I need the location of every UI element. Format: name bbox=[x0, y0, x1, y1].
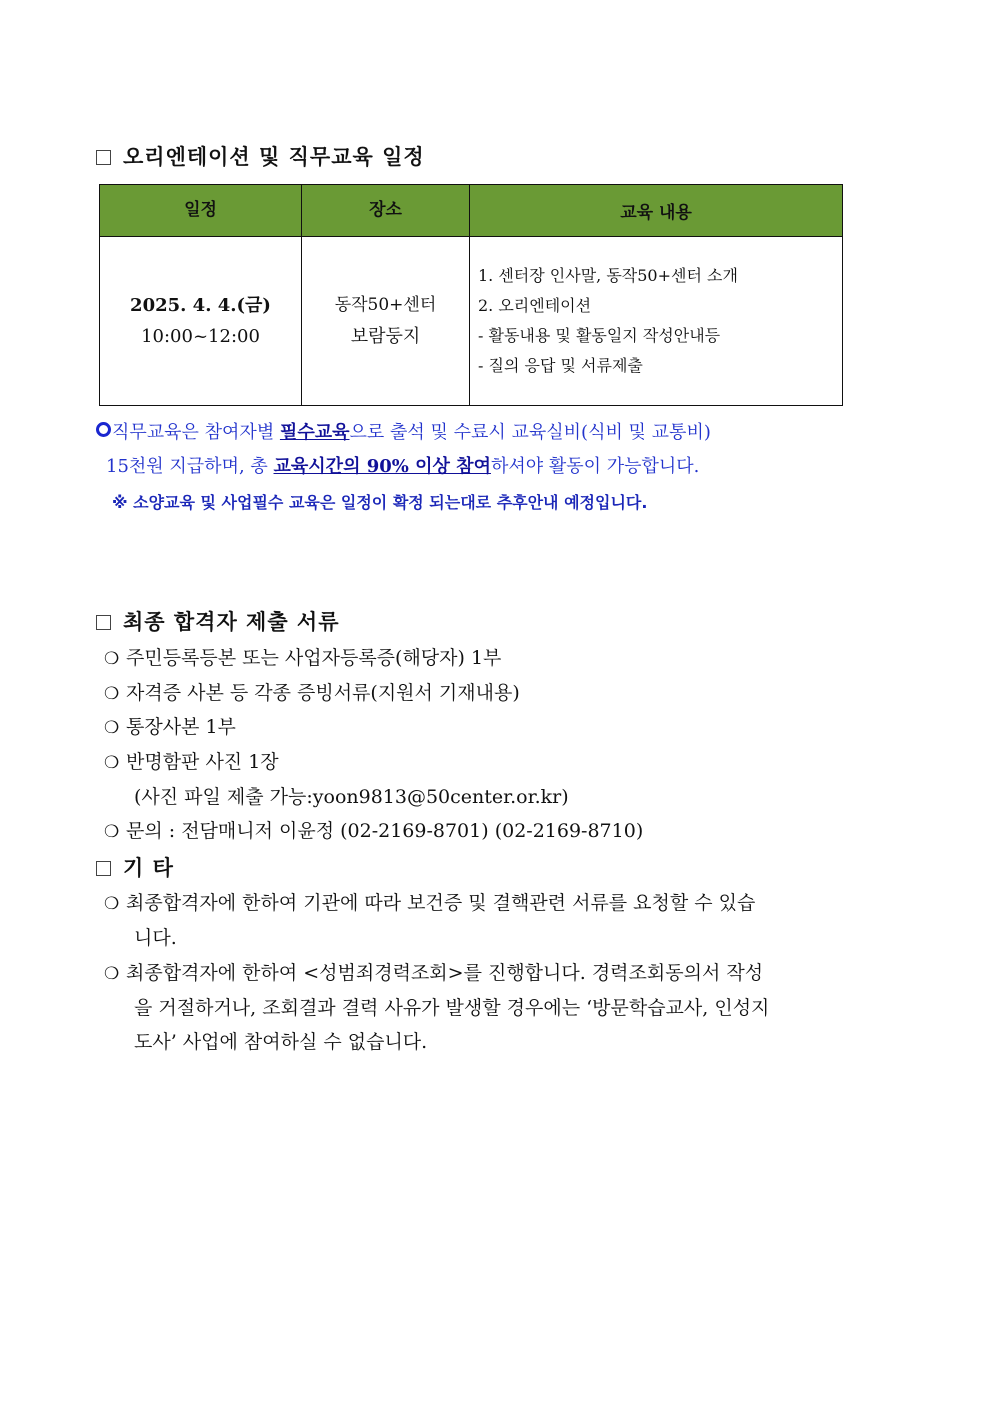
checkbox-square-icon bbox=[96, 150, 111, 165]
list-item bbox=[104, 747, 279, 774]
date-text: 2025. 4. 4.(금) bbox=[130, 295, 271, 316]
bullet-circle-icon bbox=[96, 422, 111, 437]
notice-text: 하셔야 활동이 가능합니다. bbox=[490, 456, 700, 477]
header-date: 일정 bbox=[100, 185, 302, 237]
content-line: 2. 오리엔테이션 bbox=[478, 296, 592, 315]
time-text: 10:00~12:00 bbox=[141, 326, 260, 347]
header-place: 장소 bbox=[302, 185, 470, 237]
circle-bullet-icon: ❍ bbox=[104, 684, 120, 704]
checkbox-square-icon bbox=[96, 861, 111, 876]
content-line: - 활동내용 및 활동일지 작성안내등 bbox=[478, 326, 721, 345]
table-row bbox=[100, 237, 843, 406]
place-line2: 보람둥지 bbox=[350, 326, 421, 347]
notice-line-1 bbox=[96, 418, 711, 444]
section-title-text: 최종 합격자 제출 서류 bbox=[123, 609, 340, 634]
list-item-continuation: 니다. bbox=[134, 927, 177, 949]
cell-content bbox=[470, 237, 843, 406]
content-line: - 질의 응답 및 서류제출 bbox=[478, 356, 643, 375]
cell-date bbox=[100, 237, 302, 406]
list-item-text: 자격증 사본 등 각종 증빙서류(지원서 기재내용) bbox=[126, 682, 520, 704]
list-item bbox=[104, 712, 236, 739]
section-title-documents bbox=[96, 606, 340, 636]
notice-footnote: ※ 소양교육 및 사업필수 교육은 일정이 확정 되는대로 추후안내 예정입니다. bbox=[112, 493, 648, 512]
checkbox-square-icon bbox=[96, 615, 111, 630]
photo-email-note: (사진 파일 제출 가능:yoon9813@50center.or.kr) bbox=[134, 786, 569, 808]
table-header-row bbox=[100, 185, 843, 237]
circle-bullet-icon: ❍ bbox=[104, 753, 120, 773]
circle-bullet-icon: ❍ bbox=[104, 822, 120, 842]
list-item bbox=[104, 678, 520, 705]
section-title-etc bbox=[96, 852, 174, 882]
section-title-orientation bbox=[96, 141, 425, 171]
list-item-continuation: 도사’ 사업에 참여하실 수 없습니다. bbox=[134, 1031, 428, 1053]
circle-bullet-icon: ❍ bbox=[104, 894, 120, 914]
circle-bullet-icon: ❍ bbox=[104, 649, 120, 669]
list-item bbox=[104, 958, 763, 985]
circle-bullet-icon: ❍ bbox=[104, 718, 120, 738]
list-item-text: 최종합격자에 한하여 <성범죄경력조회>를 진행합니다. 경력조회동의서 작성 bbox=[126, 962, 764, 984]
notice-text: 으로 출석 및 수료시 교육실비(식비 및 교통비) bbox=[349, 422, 711, 443]
list-item-continuation: 을 거절하거나, 조회결과 결력 사유가 발생할 경우에는 ‘방문학습교사, 인성지 bbox=[134, 997, 770, 1019]
contact-item bbox=[104, 816, 643, 843]
notice-text: 직무교육은 참여자별 bbox=[112, 422, 280, 443]
notice-text: 15천원 지급하며, 총 bbox=[106, 456, 274, 477]
list-item bbox=[104, 643, 501, 670]
notice-emphasis: 필수교육 bbox=[279, 422, 350, 443]
section-title-text: 기 타 bbox=[123, 855, 174, 880]
list-item bbox=[104, 888, 755, 915]
notice-emphasis: 교육시간의 90% 이상 참여 bbox=[273, 456, 491, 477]
list-item-text: 최종합격자에 한하여 기관에 따라 보건증 및 결핵관련 서류를 요청할 수 있습 bbox=[126, 892, 756, 914]
notice-line-2 bbox=[106, 452, 699, 478]
schedule-table bbox=[99, 184, 843, 406]
circle-bullet-icon: ❍ bbox=[104, 964, 120, 984]
list-item-text: 주민등록등본 또는 사업자등록증(해당자) 1부 bbox=[126, 647, 502, 669]
contact-text: 문의 : 전담매니저 이윤정 (02-2169-8701) (02-2169-8710) bbox=[126, 820, 644, 842]
place-line1: 동작50+센터 bbox=[334, 295, 437, 315]
section-title-text: 오리엔테이션 및 직무교육 일정 bbox=[123, 144, 425, 169]
list-item-text: 통장사본 1부 bbox=[126, 716, 236, 738]
header-content: 교육 내용 bbox=[470, 185, 843, 237]
cell-place bbox=[302, 237, 470, 406]
list-item-text: 반명함판 사진 1장 bbox=[126, 751, 279, 773]
content-line: 1. 센터장 인사말, 동작50+센터 소개 bbox=[478, 266, 738, 285]
